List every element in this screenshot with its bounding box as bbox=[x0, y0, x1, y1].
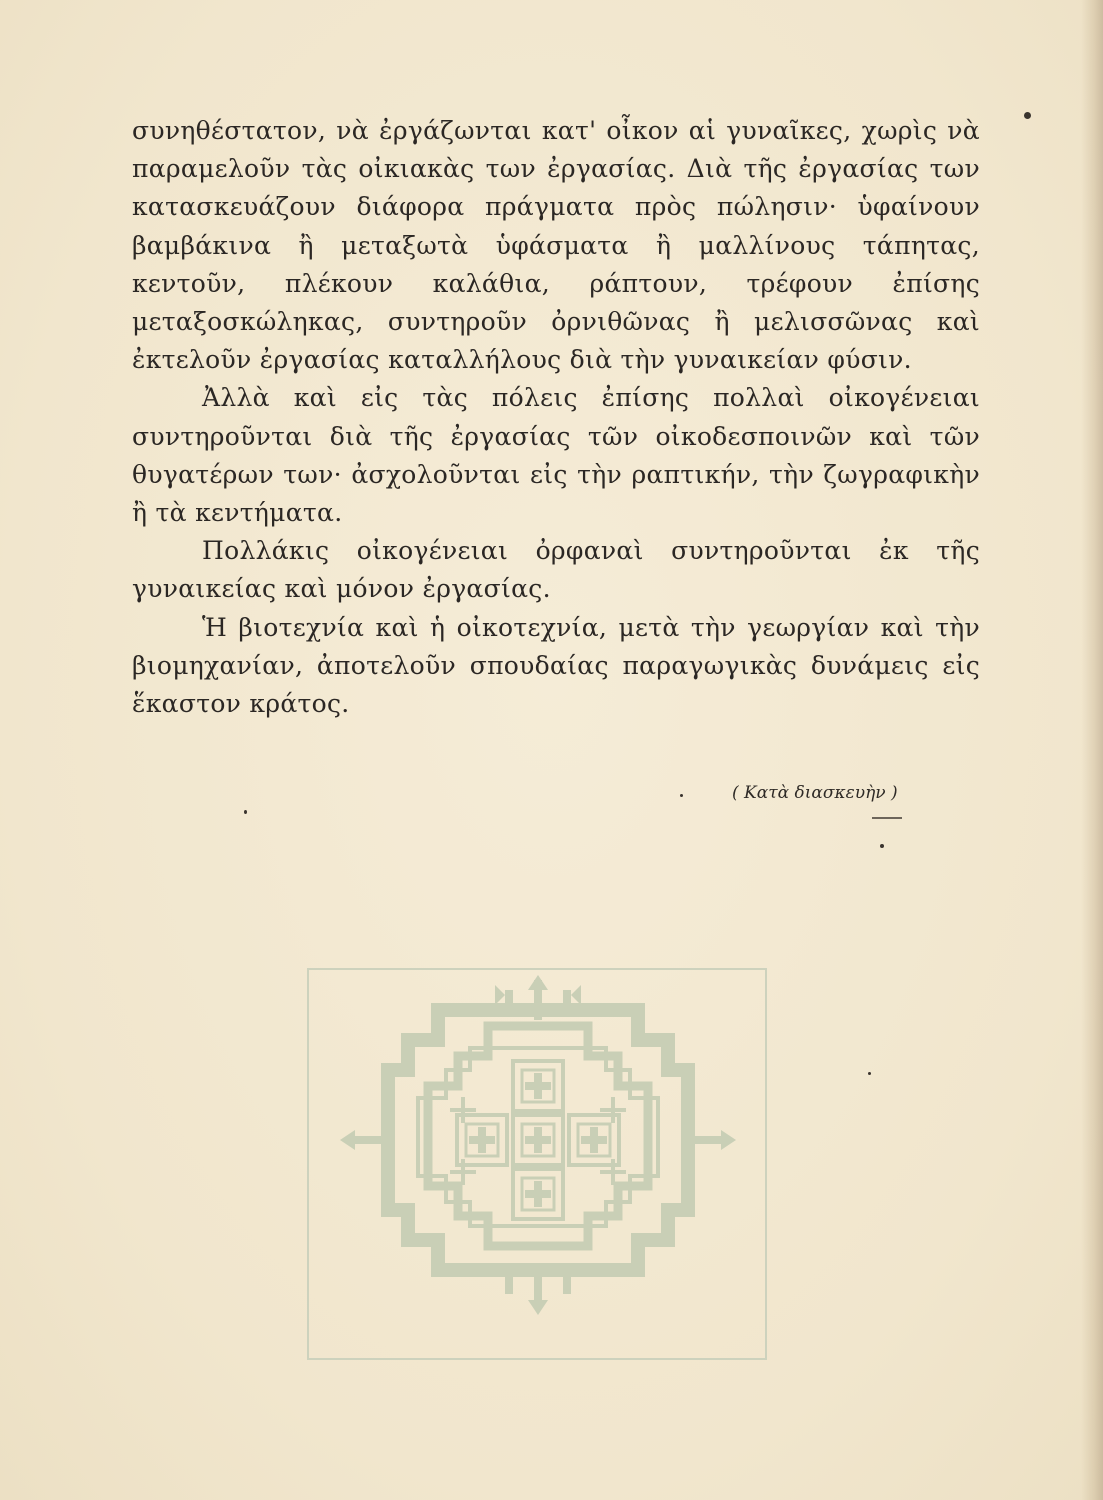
ink-speck bbox=[244, 810, 247, 814]
paragraph-2: Ἀλλὰ καὶ εἰς τὰς πόλεις ἐπίσης πολλαὶ οἰκογένειαι συντηροῦνται διὰ τῆς ἐργασίας τῶν οἰκοδεσποινῶν καὶ τῶν θυγατέρων των· ἀσχολοῦνται εἰς τὴν ραπτικήν, τὴν ζωγραφικὴν ἢ τὰ κεντήματα. bbox=[132, 383, 980, 528]
paragraph-3: Πολλάκις οἰκογένειαι ὀρφαναὶ συντηροῦνται ἐκ τῆς γυναικείας καὶ μόνον ἐργασίας. bbox=[132, 536, 980, 604]
paragraph-1: συνηθέστατον, νὰ ἐργάζωνται κατ' οἶκον αἱ γυναῖκες, χωρὶς νὰ παραμελοῦν τὰς οἰκιακὰς των ἐργασίας. Διὰ τῆς ἐργασίας των κατασκευάζουν διάφορα πράγματα πρὸς πώλησιν· ὑφαίνουν βαμβάκινα ἢ μεταξωτὰ ὑφάσματα ἢ μαλλίνους τάπητας, κεντοῦν, πλέκουν καλάθια, ράπτουν, τρέφουν ἐπίσης μεταξοσκώληκας, συντηροῦν ὀρνιθῶνας ἢ μελισσῶνας καὶ ἐκτελοῦν ἐργασίας καταλλήλους διὰ τὴν γυναικείαν φύσιν. bbox=[132, 116, 980, 375]
ink-speck bbox=[1024, 112, 1031, 119]
attribution: ( Κατὰ διασκευὴν ) bbox=[732, 783, 898, 803]
ink-speck bbox=[680, 794, 683, 797]
ink-speck bbox=[880, 844, 884, 848]
paragraph-4: Ἡ βιοτεχνία καὶ ἡ οἰκοτεχνία, μετὰ τὴν γεωργίαν καὶ τὴν βιομηχανίαν, ἀποτελοῦν σπουδαίας παραγωγικὰς δυνάμεις εἰς ἕκαστον κράτος. bbox=[132, 612, 980, 719]
ink-speck bbox=[868, 1072, 871, 1075]
